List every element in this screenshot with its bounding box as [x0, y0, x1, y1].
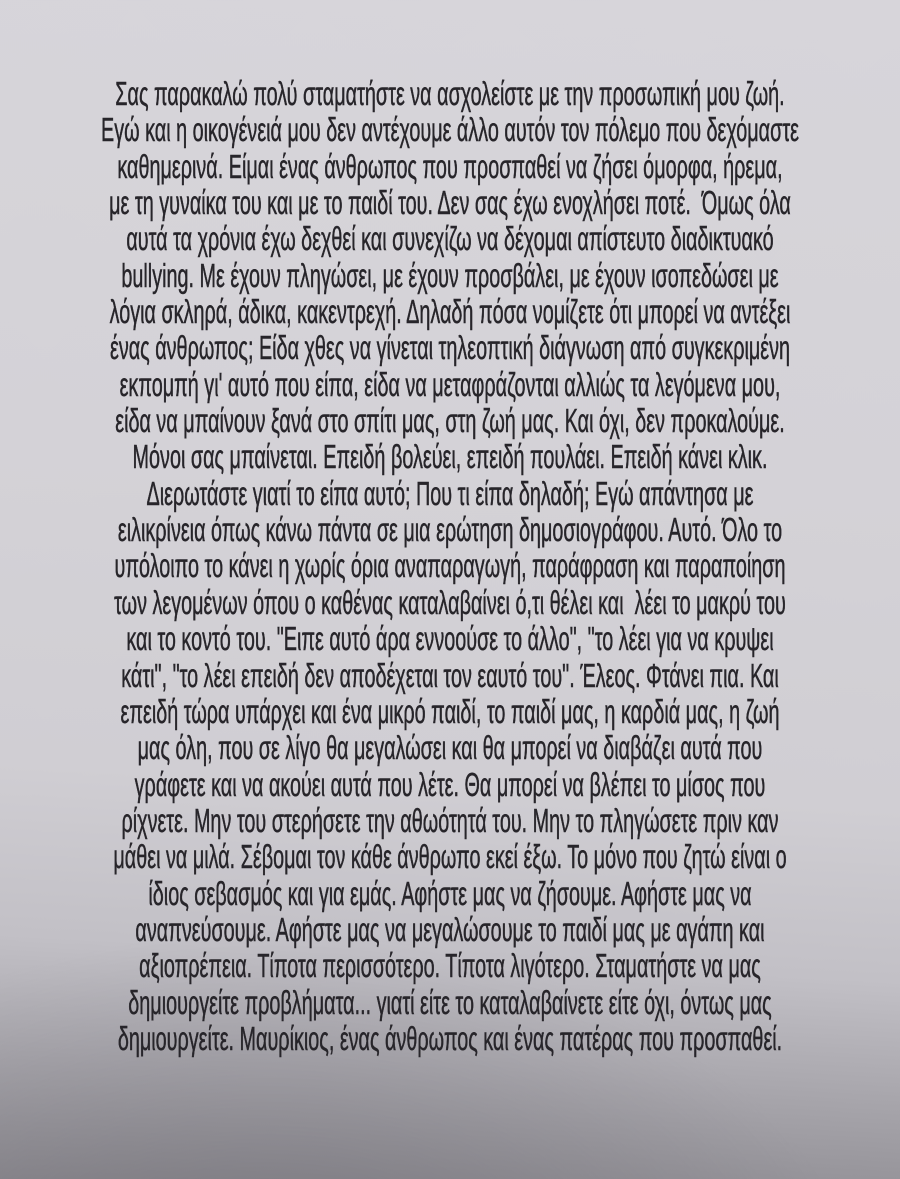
text-line: κάτι", "το λέει επειδή δεν αποδέχεται τον εαυτό του". Έλεος. Φτάνει πια. Και: [121, 656, 779, 694]
text-line: αναπνεύσουμε. Αφήστε μας να μεγαλώσουμε το παιδί μας με αγάπη και: [135, 910, 765, 948]
text-line: είδα να μπαίνουν ξανά στο σπίτι μας, στη ζωή μας. Και όχι, δεν προκαλούμε.: [115, 402, 785, 440]
text-line: δημιουργείτε προβλήματα... γιατί είτε το καταλαβαίνετε είτε όχι, όντως μας: [128, 983, 772, 1021]
text-line: δημιουργείτε. Μαυρίκιος, ένας άνθρωπος και ένας πατέρας που προσπαθεί.: [117, 1019, 783, 1057]
text-line: με τη γυναίκα του και με το παιδί του. Δεν σας έχω ενοχλήσει ποτέ. Όμως όλα: [109, 184, 791, 222]
text-line: υπόλοιπο το κάνει η χωρίς όρια αναπαραγωγή, παράφραση και παραποίηση: [114, 547, 786, 585]
text-line: εκπομπή γι' αυτό που είπα, είδα να μεταφράζονται αλλιώς τα λεγόμενα μου,: [119, 365, 781, 403]
text-line: και το κοντό του. "Ειπε αυτό άρα εννοούσε το άλλο", "το λέει για να κρυψει: [126, 620, 774, 658]
text-line: γράφετε και να ακούει αυτά που λέτε. Θα μπορεί να βλέπει το μίσος που: [134, 765, 766, 803]
statement-text: [0, 76, 900, 1057]
text-line: Εγώ και η οικογένειά μου δεν αντέχουμε άλλο αυτόν τον πόλεμο που δεχόμαστε: [101, 111, 799, 149]
text-line: λόγια σκληρά, άδικα, κακεντρεχή. Δηλαδή πόσα νομίζετε ότι μπορεί να αντέξει: [109, 293, 791, 331]
text-line: μας όλη, που σε λίγο θα μεγαλώσει και θα μπορεί να διαβάζει αυτά που: [137, 729, 763, 767]
text-line: ρίχνετε. Μην του στερήσετε την αθωότητά του. Μην το πληγώσετε πριν καν: [121, 801, 779, 839]
text-line: Μόνοι σας μπαίνεται. Επειδή βολεύει, επειδή πουλάει. Επειδή κάνει κλικ.: [132, 438, 768, 476]
text-line: ίδιος σεβασμός και για εμάς. Αφήστε μας να ζήσουμε. Αφήστε μας να: [148, 874, 752, 912]
text-line: ένας άνθρωπος; Είδα χθες να γίνεται τηλεοπτική διάγνωση από συγκεκριμένη: [109, 329, 791, 367]
text-line: Διερωτάστε γιατί το είπα αυτό; Που τι είπα δηλαδή; Εγώ απάντησα με: [146, 474, 754, 512]
text-line: μάθει να μιλά. Σέβομαι τον κάθε άνθρωπο εκεί έξω. Το μόνο που ζητώ είναι ο: [113, 838, 787, 876]
text-line: Σας παρακαλώ πολύ σταματήστε να ασχολείστε με την προσωπική μου ζωή.: [115, 75, 785, 112]
text-line: των λεγομένων όπου ο καθένας καταλαβαίνει ό,τι θέλει και λέει το μακρύ του: [114, 583, 786, 621]
text-line: αξιοπρέπεια. Τίποτα περισσότερο. Τίποτα λιγότερο. Σταματήστε να μας: [139, 947, 761, 985]
text-line: επειδή τώρα υπάρχει και ένα μικρό παιδί, το παιδί μας, η καρδιά μας, η ζωή: [120, 692, 780, 730]
text-line: καθημερινά. Είμαι ένας άνθρωπος που προσπαθεί να ζήσει όμορφα, ήρεμα,: [117, 147, 783, 185]
text-line: bullying. Με έχουν πληγώσει, με έχουν προσβάλει, με έχουν ισοπεδώσει με: [121, 256, 779, 294]
text-line: ειλικρίνεια όπως κάνω πάντα σε μια ερώτηση δημοσιογράφου. Αυτό. Όλο το: [117, 511, 783, 549]
text-line: αυτά τα χρόνια έχω δεχθεί και συνεχίζω να δέχομαι απίστευτο διαδικτυακό: [126, 220, 774, 258]
